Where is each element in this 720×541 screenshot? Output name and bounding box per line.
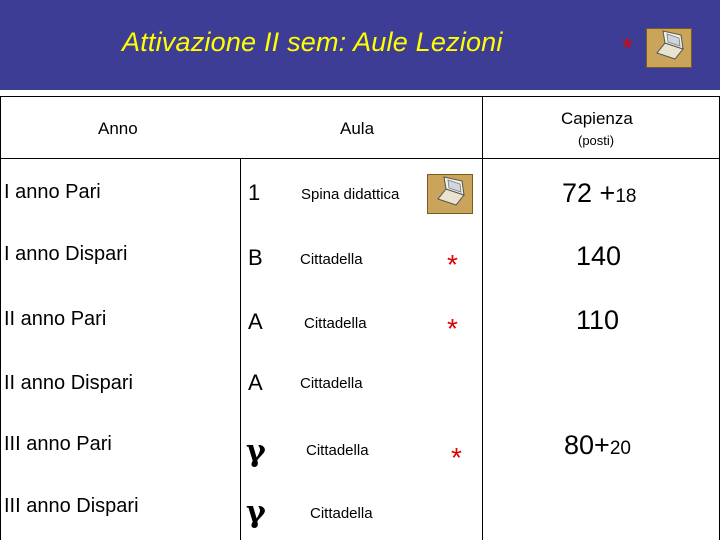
asterisk-mark: * [447, 313, 458, 344]
row-capienza [562, 178, 636, 209]
table-divider [240, 158, 241, 540]
row-capienza [576, 305, 619, 336]
title-asterisk: * [622, 32, 633, 63]
row-luogo: Cittadella [300, 251, 363, 268]
row-aula: A [248, 309, 263, 334]
row-anno: II anno Dispari [4, 372, 133, 394]
row-luogo: Cittadella [310, 505, 373, 522]
row-anno: II anno Pari [4, 308, 107, 330]
asterisk-mark: * [447, 249, 458, 280]
header-posti: (posti) [578, 133, 615, 148]
table-divider [482, 96, 483, 540]
row-anno: III anno Dispari [4, 495, 139, 517]
table-divider [0, 96, 1, 540]
row-anno: III anno Pari [4, 433, 112, 455]
row-aula: A [248, 370, 263, 395]
row-capienza [564, 430, 631, 461]
row-capienza [576, 241, 621, 272]
capienza-value: 80+ [564, 430, 610, 460]
capienza-extra: 18 [615, 186, 637, 207]
row-luogo: Cittadella [300, 375, 363, 392]
asterisk-mark: * [451, 442, 462, 473]
row-luogo: Cittadella [304, 315, 367, 332]
slide-title: Attivazione II sem: Aule Lezioni [122, 27, 503, 57]
row-luogo: Cittadella [306, 442, 369, 459]
table-divider [0, 158, 720, 159]
row-aula: γ [246, 495, 266, 530]
capienza-value: 110 [576, 305, 620, 335]
slide-header [0, 0, 720, 90]
capienza-extra: 20 [609, 438, 631, 459]
header-anno: Anno [98, 119, 138, 138]
row-anno: I anno Pari [4, 181, 101, 203]
row-aula: γ [246, 434, 266, 469]
row-aula: B [248, 245, 263, 270]
row-anno: I anno Dispari [4, 243, 128, 265]
row-aula: 1 [248, 180, 261, 205]
capienza-value: 72 + [562, 178, 616, 208]
row-luogo: Spina didattica [301, 186, 400, 203]
capienza-value: 140 [576, 241, 622, 271]
header-capienza: Capienza [561, 109, 633, 128]
laptop-icon [646, 28, 692, 68]
header-aula: Aula [340, 119, 375, 138]
laptop-icon [427, 174, 473, 214]
